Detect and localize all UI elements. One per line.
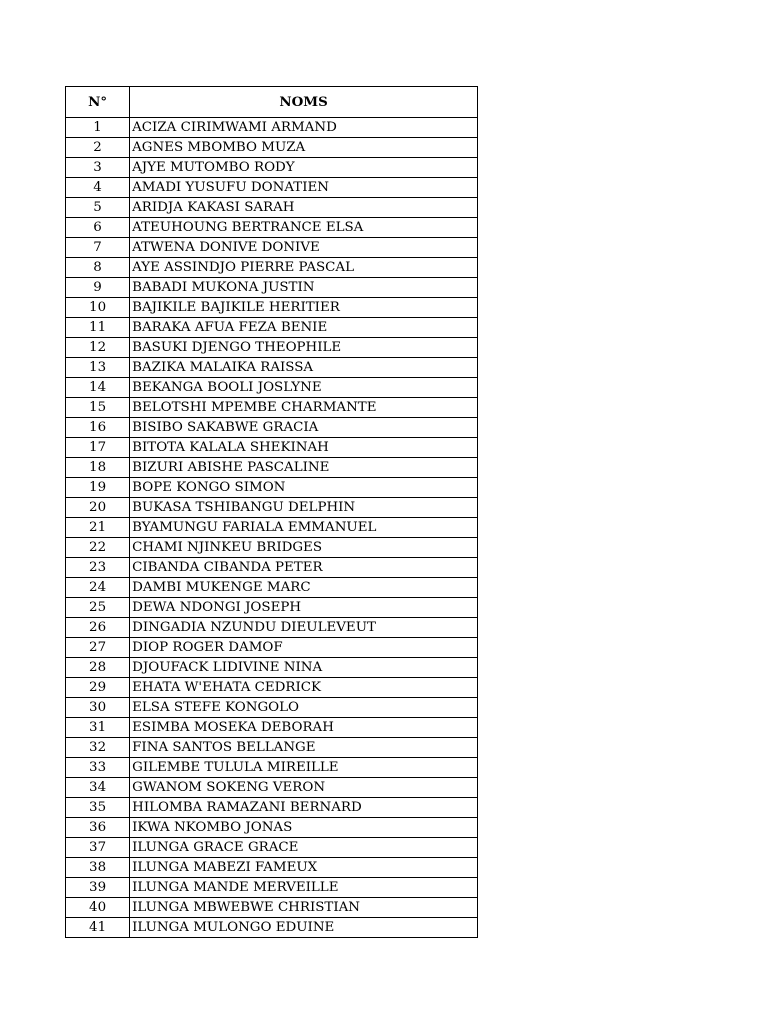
table-row — [66, 458, 478, 478]
row-name: ILUNGA GRACE GRACE — [130, 838, 478, 858]
table-row — [66, 318, 478, 338]
table-row — [66, 498, 478, 518]
row-number: 30 — [66, 698, 130, 718]
row-number: 26 — [66, 618, 130, 638]
row-name: ATEUHOUNG BERTRANCE ELSA — [130, 218, 478, 238]
row-name: AGNES MBOMBO MUZA — [130, 138, 478, 158]
row-name: FINA SANTOS BELLANGE — [130, 738, 478, 758]
row-name: AMADI YUSUFU DONATIEN — [130, 178, 478, 198]
row-name: IKWA NKOMBO JONAS — [130, 818, 478, 838]
row-name: BAJIKILE BAJIKILE HERITIER — [130, 298, 478, 318]
table-row — [66, 438, 478, 458]
row-name: DIOP ROGER DAMOF — [130, 638, 478, 658]
table-row — [66, 858, 478, 878]
table-row — [66, 538, 478, 558]
table-row — [66, 638, 478, 658]
table-row — [66, 398, 478, 418]
table-row — [66, 878, 478, 898]
row-name: ACIZA CIRIMWAMI ARMAND — [130, 118, 478, 138]
table-row — [66, 518, 478, 538]
table-row — [66, 238, 478, 258]
row-name: BAZIKA MALAIKA RAISSA — [130, 358, 478, 378]
row-number: 31 — [66, 718, 130, 738]
row-name: DINGADIA NZUNDU DIEULEVEUT — [130, 618, 478, 638]
row-number: 8 — [66, 258, 130, 278]
table-row — [66, 818, 478, 838]
row-number: 23 — [66, 558, 130, 578]
table-row — [66, 778, 478, 798]
row-number: 29 — [66, 678, 130, 698]
row-name: ESIMBA MOSEKA DEBORAH — [130, 718, 478, 738]
row-number: 40 — [66, 898, 130, 918]
row-number: 18 — [66, 458, 130, 478]
table-row — [66, 218, 478, 238]
row-name: EHATA W'EHATA CEDRICK — [130, 678, 478, 698]
row-name: DEWA NDONGI JOSEPH — [130, 598, 478, 618]
row-name: AJYE MUTOMBO RODY — [130, 158, 478, 178]
row-number: 27 — [66, 638, 130, 658]
row-number: 35 — [66, 798, 130, 818]
row-number: 20 — [66, 498, 130, 518]
row-number: 4 — [66, 178, 130, 198]
table-row — [66, 358, 478, 378]
table-row — [66, 338, 478, 358]
row-name: BUKASA TSHIBANGU DELPHIN — [130, 498, 478, 518]
row-name: ILUNGA MBWEBWE CHRISTIAN — [130, 898, 478, 918]
row-number: 5 — [66, 198, 130, 218]
table-row — [66, 718, 478, 738]
row-number: 41 — [66, 918, 130, 938]
table-row — [66, 758, 478, 778]
table-row — [66, 138, 478, 158]
row-number: 39 — [66, 878, 130, 898]
table-row — [66, 698, 478, 718]
row-name: GWANOM SOKENG VERON — [130, 778, 478, 798]
row-name: BARAKA AFUA FEZA BENIE — [130, 318, 478, 338]
row-number: 6 — [66, 218, 130, 238]
table-row — [66, 618, 478, 638]
row-number: 36 — [66, 818, 130, 838]
row-number: 22 — [66, 538, 130, 558]
table-row — [66, 658, 478, 678]
row-name: DAMBI MUKENGE MARC — [130, 578, 478, 598]
header-row — [66, 87, 478, 118]
row-number: 38 — [66, 858, 130, 878]
row-number: 28 — [66, 658, 130, 678]
header-number: N° — [66, 87, 130, 118]
row-number: 34 — [66, 778, 130, 798]
table-row — [66, 578, 478, 598]
table-row — [66, 558, 478, 578]
row-number: 1 — [66, 118, 130, 138]
row-name: BYAMUNGU FARIALA EMMANUEL — [130, 518, 478, 538]
row-number: 24 — [66, 578, 130, 598]
row-name: ILUNGA MANDE MERVEILLE — [130, 878, 478, 898]
table-row — [66, 158, 478, 178]
row-name: BITOTA KALALA SHEKINAH — [130, 438, 478, 458]
table-row — [66, 598, 478, 618]
row-name: ELSA STEFE KONGOLO — [130, 698, 478, 718]
row-number: 17 — [66, 438, 130, 458]
row-name: ILUNGA MABEZI FAMEUX — [130, 858, 478, 878]
row-name: BIZURI ABISHE PASCALINE — [130, 458, 478, 478]
table-row — [66, 678, 478, 698]
table-row — [66, 798, 478, 818]
row-name: ATWENA DONIVE DONIVE — [130, 238, 478, 258]
table-row — [66, 298, 478, 318]
row-number: 16 — [66, 418, 130, 438]
table-row — [66, 418, 478, 438]
row-number: 2 — [66, 138, 130, 158]
table-body — [66, 118, 478, 938]
names-table — [65, 86, 478, 938]
row-name: HILOMBA RAMAZANI BERNARD — [130, 798, 478, 818]
row-name: ARIDJA KAKASI SARAH — [130, 198, 478, 218]
row-number: 33 — [66, 758, 130, 778]
row-number: 12 — [66, 338, 130, 358]
row-number: 37 — [66, 838, 130, 858]
table-row — [66, 198, 478, 218]
row-number: 14 — [66, 378, 130, 398]
row-number: 15 — [66, 398, 130, 418]
row-name: BEKANGA BOOLI JOSLYNE — [130, 378, 478, 398]
row-name: CHAMI NJINKEU BRIDGES — [130, 538, 478, 558]
row-number: 21 — [66, 518, 130, 538]
row-name: BISIBO SAKABWE GRACIA — [130, 418, 478, 438]
row-name: CIBANDA CIBANDA PETER — [130, 558, 478, 578]
row-name: ILUNGA MULONGO EDUINE — [130, 918, 478, 938]
table-row — [66, 278, 478, 298]
row-number: 25 — [66, 598, 130, 618]
row-name: GILEMBE TULULA MIREILLE — [130, 758, 478, 778]
row-name: BABADI MUKONA JUSTIN — [130, 278, 478, 298]
row-name: BOPE KONGO SIMON — [130, 478, 478, 498]
header-names: NOMS — [130, 87, 478, 118]
row-name: BELOTSHI MPEMBE CHARMANTE — [130, 398, 478, 418]
row-number: 3 — [66, 158, 130, 178]
table-row — [66, 738, 478, 758]
table-row — [66, 178, 478, 198]
table-row — [66, 918, 478, 938]
row-name: BASUKI DJENGO THEOPHILE — [130, 338, 478, 358]
row-number: 32 — [66, 738, 130, 758]
row-number: 9 — [66, 278, 130, 298]
table-row — [66, 898, 478, 918]
table-row — [66, 478, 478, 498]
row-name: DJOUFACK LIDIVINE NINA — [130, 658, 478, 678]
table-row — [66, 118, 478, 138]
row-number: 7 — [66, 238, 130, 258]
row-number: 19 — [66, 478, 130, 498]
table-row — [66, 258, 478, 278]
row-name: AYE ASSINDJO PIERRE PASCAL — [130, 258, 478, 278]
row-number: 10 — [66, 298, 130, 318]
row-number: 11 — [66, 318, 130, 338]
table-row — [66, 378, 478, 398]
row-number: 13 — [66, 358, 130, 378]
table-row — [66, 838, 478, 858]
